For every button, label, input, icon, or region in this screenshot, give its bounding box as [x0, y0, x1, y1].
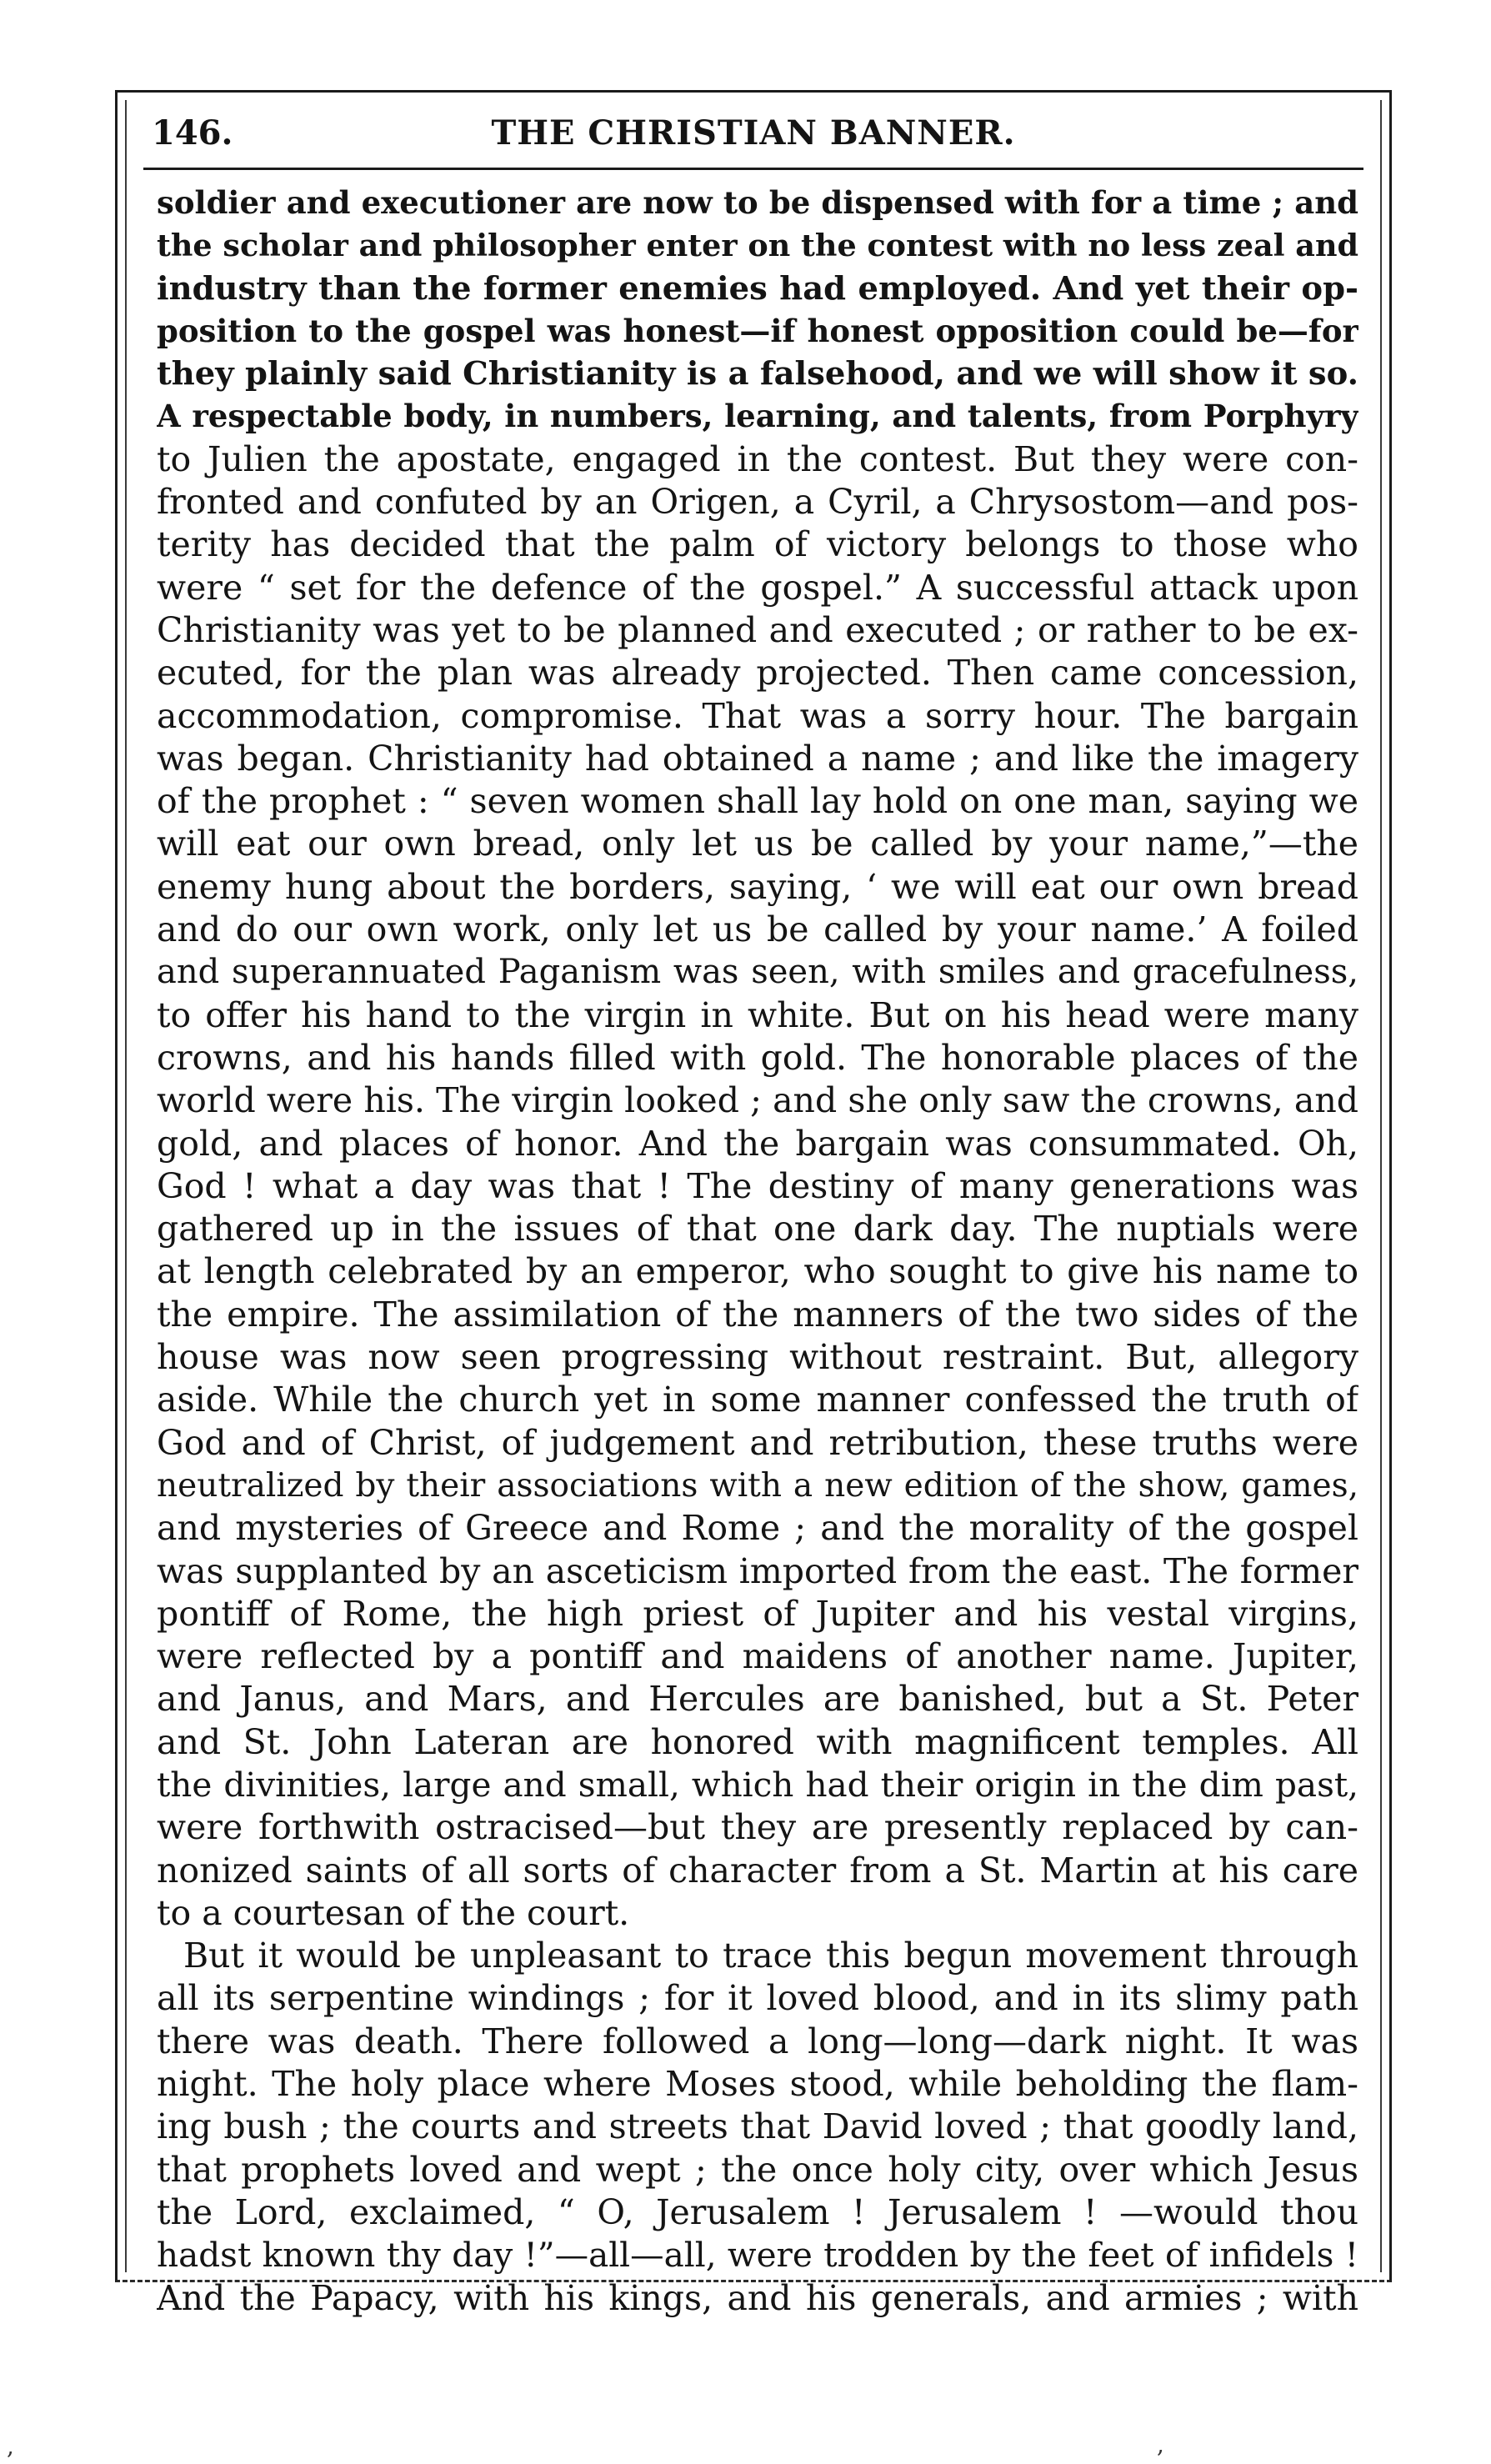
- text-line: to Julien the apostate, engaged in the contest. But they were con-: [157, 438, 1358, 479]
- text-line: was supplanted by an asceticism imported from the east. The former: [157, 1550, 1358, 1591]
- page-header: [143, 102, 1363, 170]
- text-line: and mysteries of Greece and Rome ; and the morality of the gospel: [157, 1508, 1358, 1549]
- text-line: and superannuated Paganism was seen, with smiles and gracefulness,: [157, 953, 1358, 992]
- text-line: will eat our own bread, only let us be called by your name,”—the: [157, 824, 1358, 864]
- text-line: all its serpentine windings ; for it loved blood, and in its slimy path: [157, 1978, 1358, 2019]
- text-line: And the Papacy, with his kings, and his generals, and armies ; with: [157, 2277, 1358, 2318]
- text-line: But it would be unpleasant to trace this begun movement through: [183, 1936, 1358, 1976]
- text-line: fronted and confuted by an Origen, a Cyril, a Chrysostom—and pos-: [157, 482, 1358, 523]
- margin-mark: ,: [1157, 2431, 1164, 2458]
- text-line: crowns, and his hands filled with gold. The honorable places of the: [157, 1037, 1358, 1078]
- text-line: that prophets loved and wept ; the once holy city, over which Jesus: [157, 2149, 1358, 2190]
- text-line: nonized saints of all sorts of character from a St. Martin at his care: [157, 1850, 1358, 1891]
- text-line: soldier and executioner are now to be dispensed with for a time ; and: [157, 184, 1358, 221]
- text-line: to a courtesan of the court.: [157, 1892, 630, 1933]
- text-line: and St. John Lateran are honored with magnificent temples. All: [157, 1721, 1358, 1762]
- text-line: gathered up in the issues of that one dark day. The nuptials were: [157, 1209, 1358, 1250]
- article-text: [157, 182, 1358, 2320]
- text-line: God and of Christ, of judgement and retribution, these truths were: [157, 1422, 1358, 1463]
- text-line: to offer his hand to the virgin in white. But on his head were many: [157, 994, 1358, 1035]
- text-line: ing bush ; the courts and streets that David loved ; that goodly land,: [157, 2106, 1358, 2147]
- text-line: position to the gospel was honest—if honest opposition could be—for: [157, 312, 1358, 349]
- page-number: 146.: [152, 113, 233, 153]
- text-line: there was death. There followed a long—long—dark night. It was: [157, 2021, 1358, 2061]
- text-line: were reflected by a pontiff and maidens of another name. Jupiter,: [157, 1636, 1358, 1677]
- text-line: pontiff of Rome, the high priest of Jupiter and his vestal virgins,: [157, 1593, 1358, 1634]
- text-line: enemy hung about the borders, saying, ‘ we will eat our own bread: [157, 866, 1358, 907]
- text-line: the divinities, large and small, which had their origin in the dim past,: [157, 1764, 1358, 1805]
- text-line: God ! what a day was that ! The destiny of many generations was: [157, 1165, 1358, 1206]
- text-line: neutralized by their associations with a new edition of the show, games,: [157, 1466, 1358, 1505]
- text-line: of the prophet : “ seven women shall lay hold on one man, saying we: [157, 781, 1358, 822]
- margin-mark: ,: [7, 2432, 14, 2460]
- text-line: ecuted, for the plan was already projected. Then came concession,: [157, 653, 1358, 694]
- text-line: terity has decided that the palm of victory belongs to those who: [157, 524, 1358, 565]
- text-line: the empire. The assimilation of the manners of the two sides of the: [157, 1294, 1358, 1335]
- text-line: and do our own work, only let us be called by your name.’ A foiled: [157, 909, 1358, 950]
- text-line: the scholar and philosopher enter on the contest with no less zeal and: [157, 228, 1358, 264]
- text-line: industry than the former enemies had employed. And yet their op-: [157, 269, 1358, 308]
- text-line: Christianity was yet to be planned and executed ; or rather to be ex-: [157, 609, 1358, 650]
- text-line: and Janus, and Mars, and Hercules are banished, but a St. Peter: [157, 1679, 1358, 1720]
- text-line: gold, and places of honor. And the bargain was consummated. Oh,: [157, 1123, 1358, 1164]
- text-line: were forthwith ostracised—but they are presently replaced by can-: [157, 1807, 1358, 1848]
- text-line: were “ set for the defence of the gospel.” A successful attack upon: [157, 567, 1358, 608]
- text-line: at length celebrated by an emperor, who sought to give his name to: [157, 1251, 1358, 1292]
- text-line: aside. While the church yet in some manner confessed the truth of: [157, 1380, 1358, 1420]
- text-line: accommodation, compromise. That was a sorry hour. The bargain: [157, 695, 1358, 736]
- text-line: house was now seen progressing without restraint. But, allegory: [157, 1337, 1358, 1378]
- text-line: they plainly said Christianity is a falsehood, and we will show it so.: [157, 355, 1358, 393]
- text-line: was began. Christianity had obtained a name ; and like the imagery: [157, 738, 1358, 779]
- text-line: world were his. The virgin looked ; and she only saw the crowns, and: [157, 1080, 1358, 1121]
- text-line: hadst known thy day !”—all—all, were trodden by the feet of infidels !: [157, 2235, 1358, 2276]
- text-line: night. The holy place where Moses stood, while beholding the flam-: [157, 2064, 1358, 2105]
- text-line: A respectable body, in numbers, learning, and talents, from Porphyry: [157, 398, 1358, 435]
- running-head: THE CHRISTIAN BANNER.: [491, 113, 1016, 153]
- text-line: the Lord, exclaimed, “ O, Jerusalem ! Jerusalem ! —would thou: [157, 2191, 1358, 2232]
